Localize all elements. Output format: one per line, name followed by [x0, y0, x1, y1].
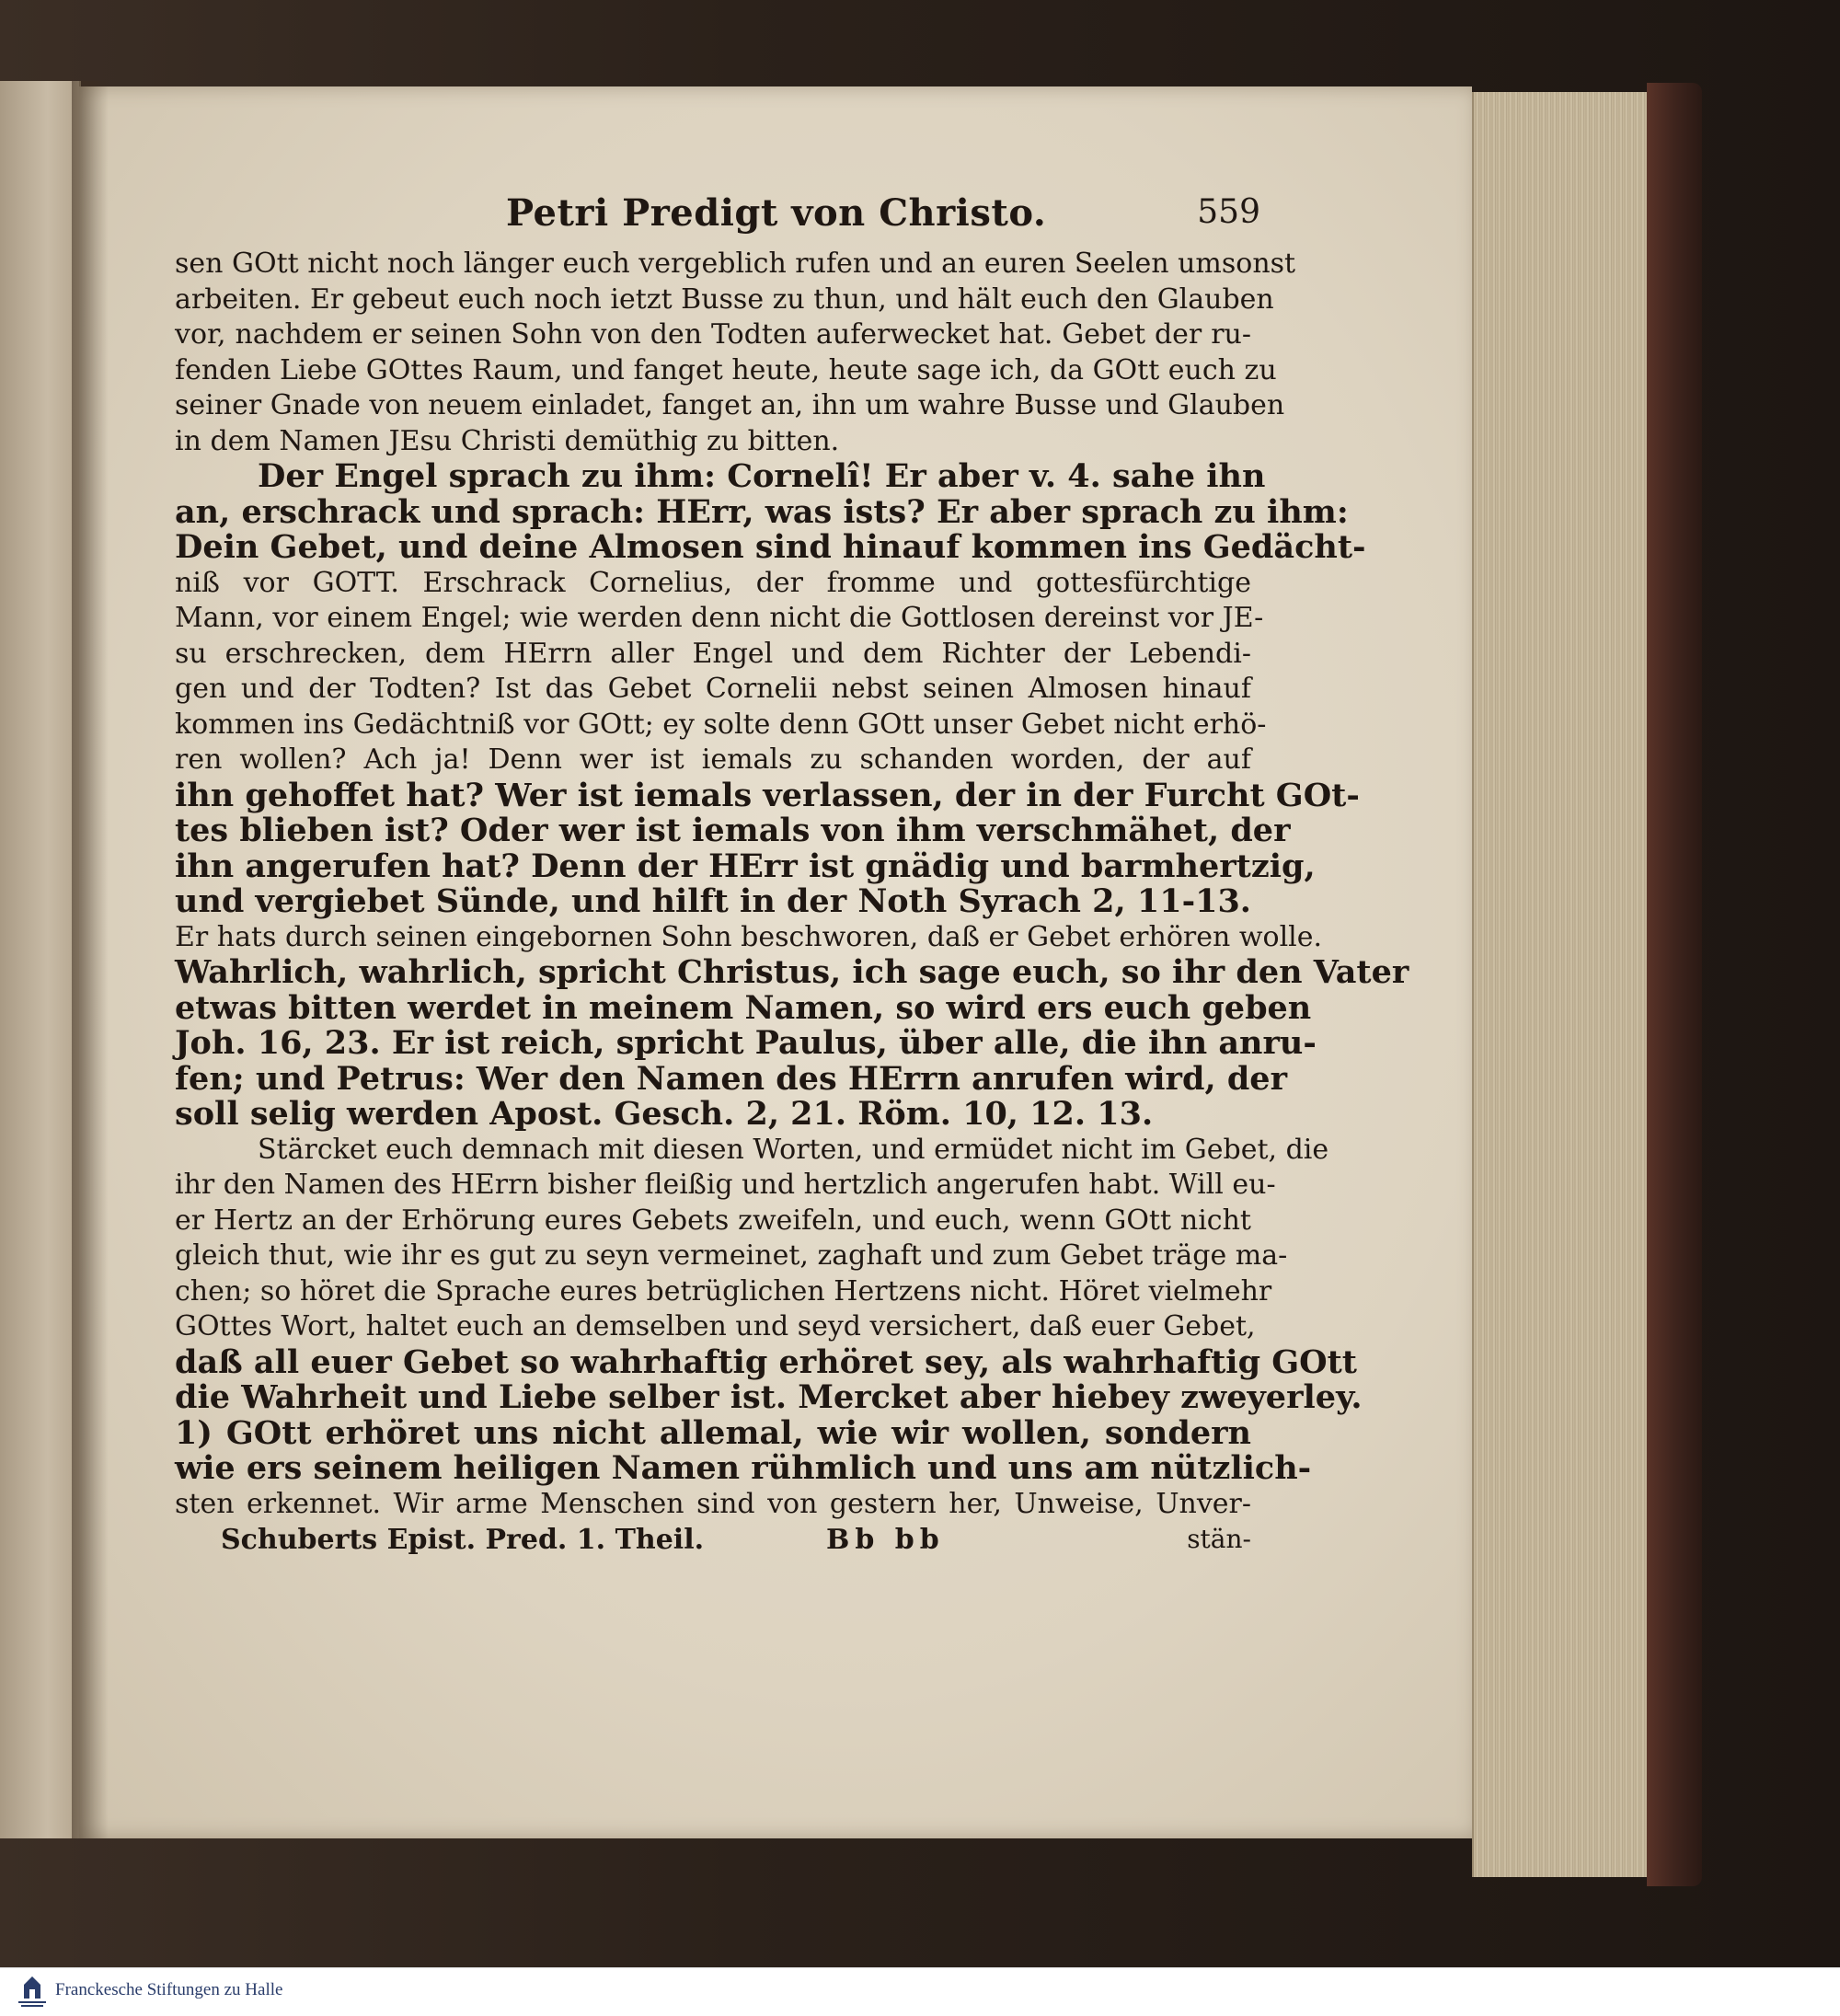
text-line: ren wollen? Ach ja! Denn wer ist iemals zu schanden worden, der auf — [175, 743, 1251, 776]
text-line: Dein Gebet, und deine Almosen sind hinauf kommen ins Gedächt- — [175, 528, 1366, 566]
text-line: fenden Liebe GOttes Raum, und fanget heute, heute sage ich, da GOtt euch zu — [175, 353, 1277, 386]
text-line: seiner Gnade von neuem einladet, fanget an, ihn um wahre Busse und Glauben — [175, 389, 1285, 421]
page-number: 559 — [1197, 193, 1260, 231]
catchword: stän- — [1187, 1524, 1251, 1554]
book-cover-edge — [1647, 83, 1702, 1886]
text-line: die Wahrheit und Liebe selber ist. Mercket aber hiebey zweyerley. — [175, 1378, 1363, 1416]
text-line: wie ers seinem heiligen Namen rühmlich und uns am nützlich- — [175, 1449, 1312, 1487]
text-line: Der Engel sprach zu ihm: Cornelî! Er aber v. 4. sahe ihn — [258, 457, 1266, 495]
page-text-block — [175, 191, 1409, 1561]
text-line: chen; so höret die Sprache eures betrüglichen Hertzens nicht. Höret vielmehr — [175, 1274, 1272, 1308]
text-line: ihn gehoffet hat? Wer ist iemals verlassen, der in der Furcht GOt- — [175, 776, 1360, 814]
spine-gutter — [72, 81, 109, 1838]
page-edges — [1472, 92, 1662, 1877]
text-line: tes blieben ist? Oder wer ist iemals von ihm verschmähet, der — [175, 812, 1291, 849]
text-line: Er hats durch seinen eingebornen Sohn beschworen, daß er Gebet erhören wolle. — [175, 920, 1323, 953]
body-text — [175, 247, 1409, 1522]
archive-name: Franckesche Stiftungen zu Halle — [55, 1980, 283, 1999]
text-line: er Hertz an der Erhörung eures Gebets zweifeln, und euch, wenn GOtt nicht — [175, 1204, 1251, 1237]
text-line: kommen ins Gedächtniß vor GOtt; ey solte denn GOtt unser Gebet nicht erhö- — [175, 708, 1267, 741]
text-line: su erschrecken, dem HErrn aller Engel und dem Richter der Lebendi- — [175, 637, 1251, 670]
text-line: sten erkennet. Wir arme Menschen sind von gestern her, Unweise, Unver- — [175, 1487, 1251, 1520]
text-line: soll selig werden Apost. Gesch. 2, 21. Röm. 10, 12. 13. — [175, 1095, 1154, 1133]
text-line: sen GOtt nicht noch länger euch vergeblich rufen und an euren Seelen umsonst — [175, 248, 1296, 280]
text-line: etwas bitten werdet in meinem Namen, so wird ers euch geben — [175, 988, 1312, 1027]
running-head — [175, 191, 1260, 247]
running-title: Petri Predigt von Christo. — [506, 191, 1047, 235]
text-line: ihr den Namen des HErrn bisher fleißig und hertzlich angerufen habt. Will eu- — [175, 1169, 1276, 1201]
text-line: fen; und Petrus: Wer den Namen des HErrn anrufen wird, der — [175, 1059, 1288, 1098]
text-line: GOttes Wort, haltet euch an demselben und seyd versichert, daß euer Gebet, — [175, 1310, 1256, 1342]
text-line: daß all euer Gebet so wahrhaftig erhöret sey, als wahrhaftig GOtt — [175, 1342, 1357, 1381]
archive-footer-bar — [0, 1967, 1840, 2016]
archive-logo-icon — [15, 1974, 50, 2010]
page-footer — [175, 1524, 1251, 1561]
text-line: Stärcket euch demnach mit diesen Worten, und ermüdet nicht im Gebet, die — [258, 1133, 1329, 1166]
text-line: arbeiten. Er gebeut euch noch ietzt Busse zu thun, und hält euch den Glauben — [175, 282, 1274, 316]
text-line: niß vor GOTT. Erschrack Cornelius, der fromme und gottesfürchtige — [175, 566, 1251, 599]
text-line: an, erschrack und sprach: HErr, was ists? Er aber sprach zu ihm: — [175, 492, 1349, 531]
text-line: vor, nachdem er seinen Sohn von den Todten auferwecket hat. Gebet der ru- — [175, 318, 1251, 351]
text-line: Wahrlich, wahrlich, spricht Christus, ich sage euch, so ihr den Vater — [175, 953, 1409, 991]
text-line: Joh. 16, 23. Er ist reich, spricht Paulus, über alle, die ihn anru- — [175, 1024, 1317, 1062]
footer-signature: Schuberts Epist. Pred. 1. Theil. — [221, 1524, 705, 1556]
previous-page-edge — [0, 81, 81, 1838]
text-line: ihn angerufen hat? Denn der HErr ist gnädig und barmhertzig, — [175, 847, 1316, 885]
text-line: und vergiebet Sünde, und hilft in der Noth Syrach 2, 11-13. — [175, 882, 1251, 920]
text-line: gleich thut, wie ihr es gut zu seyn vermeinet, zaghaft und zum Gebet träge ma- — [175, 1239, 1288, 1272]
text-line: in dem Namen JEsu Christi demüthig zu bitten. — [175, 424, 840, 457]
text-line: gen und der Todten? Ist das Gebet Cornelii nebst seinen Almosen hinauf — [175, 673, 1251, 705]
text-line: Mann, vor einem Engel; wie werden denn nicht die Gottlosen dereinst vor JE- — [175, 602, 1264, 634]
text-line: 1) GOtt erhöret uns nicht allemal, wie wir wollen, sondern — [175, 1413, 1251, 1452]
sheet-mark: Bb bb — [826, 1524, 945, 1556]
